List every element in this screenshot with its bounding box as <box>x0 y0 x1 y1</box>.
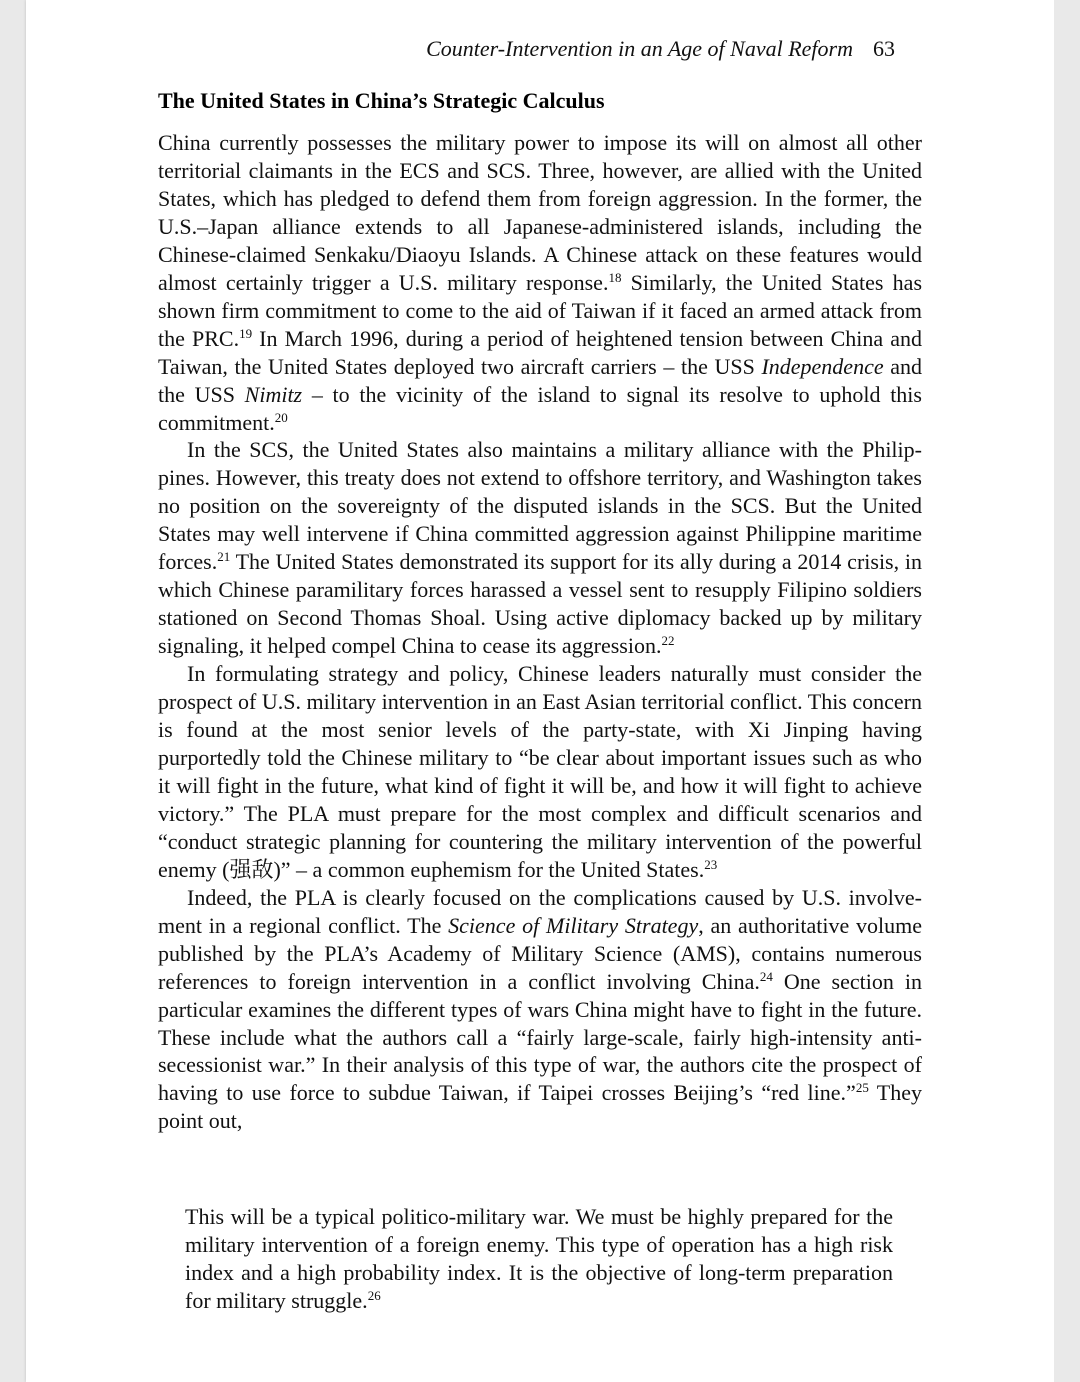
paragraph-1-text-3: In March 1996, during a period of heightened tension between China and Taiwan, the United States deployed two aircraft carriers – the USS <box>158 325 923 379</box>
footnote-ref-26[interactable]: 26 <box>367 1288 381 1303</box>
paragraph-3-text: In formulating strategy and policy, Chinese leaders naturally must consider the prospect of U.S. military intervention in an East Asian territorial conflict. This concern is found at the most senior levels of the party-state, with Xi Jinping having purportedly told the Chinese military to “be clear about important issues such as who it will fight in the future, what kind of fight it will be, and how it will fight to achieve victory.” The PLA must prepare for the most complex and difficult scenarios and “conduct strategic planning for countering the military intervention of the powerful enemy (强敌)” – a common euphemism for the United States. <box>158 661 922 882</box>
footnote-ref-22[interactable]: 22 <box>661 633 675 649</box>
page-number: 63 <box>873 36 895 61</box>
paragraph-3 <box>158 660 922 884</box>
paragraph-2-text: In the SCS, the United States also maintains a military alliance with the Philippines. However, this treaty does not extend to offshore territory, and Washington takes no position on the sovereignty of the disputed islands in the SCS. But the United States may well intervene if China committed aggression against Philippine maritime forces. <box>158 437 922 575</box>
ship-name-independence: Independence <box>761 353 884 379</box>
footnote-ref-20[interactable]: 20 <box>274 409 288 425</box>
book-title: Science of Military Strategy <box>448 912 699 938</box>
paragraph-4-text-3: One section in particular examines the different types of wars China might have to fight in the future. These include what the authors call a “fairly large-scale, fairly high-intensity anti-secessionist war.” In their analysis of this type of war, the authors cite the prospect of having to use force to subdue Taiwan, if Taipei crosses Beijing’s “red line.” <box>158 968 922 1106</box>
paragraph-4-text-4: They point out, <box>158 1080 922 1134</box>
paragraph-4 <box>158 884 922 1136</box>
paragraph-1-text: China currently possesses the military power to impose its will on almost all other territorial claimants in the ECS and SCS. Three, however, are allied with the United States, which has pledged to defend them from foreign aggression. In the former, the U.S.–Japan alliance extends to all Japanese-administered islands, including the Chinese-claimed Senkaku/Diaoyu Islands. A Chinese attack on these features would almost certainly trigger a U.S. military response. <box>158 130 922 295</box>
paragraph-1-text-4: and the USS <box>158 353 923 407</box>
body-text <box>158 129 922 1135</box>
section-heading: The United States in China’s Strategic Calculus <box>158 88 605 113</box>
scrollbar-track[interactable] <box>1054 0 1080 1382</box>
running-head <box>26 34 895 64</box>
block-quote-paragraph <box>185 1203 893 1315</box>
document-page <box>26 0 1054 1382</box>
footnote-ref-23[interactable]: 23 <box>704 856 718 872</box>
block-quote <box>185 1203 893 1315</box>
footnote-ref-19[interactable]: 19 <box>239 325 253 341</box>
footnote-ref-25[interactable]: 25 <box>855 1080 869 1096</box>
paragraph-1-text-5: – to the vicinity of the island to signal its resolve to uphold this commitment. <box>158 381 922 435</box>
paragraph-1 <box>158 129 922 436</box>
paragraph-2-text-2: The United States demonstrated its support for its ally during a 2014 crisis, in which Chinese paramilitary forces harassed a vessel sent to resupply Filipino soldiers stationed on Second Thomas Shoal. Using active diplomacy backed up by military signaling, it helped compel China to cease its aggression. <box>158 549 922 659</box>
paragraph-4-text: Indeed, the PLA is clearly focused on the complications caused by U.S. involvement in a regional conflict. The <box>158 884 922 938</box>
block-quote-text: This will be a typical politico-military war. We must be highly prepared for the military intervention of a foreign enemy. This type of operation has a high risk index and a high probability index. It is the objective of long-term preparation for military struggle. <box>185 1204 893 1313</box>
paragraph-1-text-2: Similarly, the United States has shown firm commitment to come to the aid of Taiwan if it faced an armed attack from the PRC. <box>158 269 923 351</box>
footnote-ref-21[interactable]: 21 <box>217 549 231 565</box>
ship-name-nimitz: Nimitz <box>244 381 303 407</box>
paragraph-4-text-2: , an authoritative volume published by the PLA’s Academy of Military Science (AMS), contains numerous references to foreign intervention in a conflict involving China. <box>158 912 923 994</box>
footnote-ref-18[interactable]: 18 <box>608 269 622 285</box>
paragraph-2 <box>158 436 922 660</box>
running-head-title: Counter-Intervention in an Age of Naval Reform <box>426 36 853 61</box>
footnote-ref-24[interactable]: 24 <box>759 968 773 984</box>
